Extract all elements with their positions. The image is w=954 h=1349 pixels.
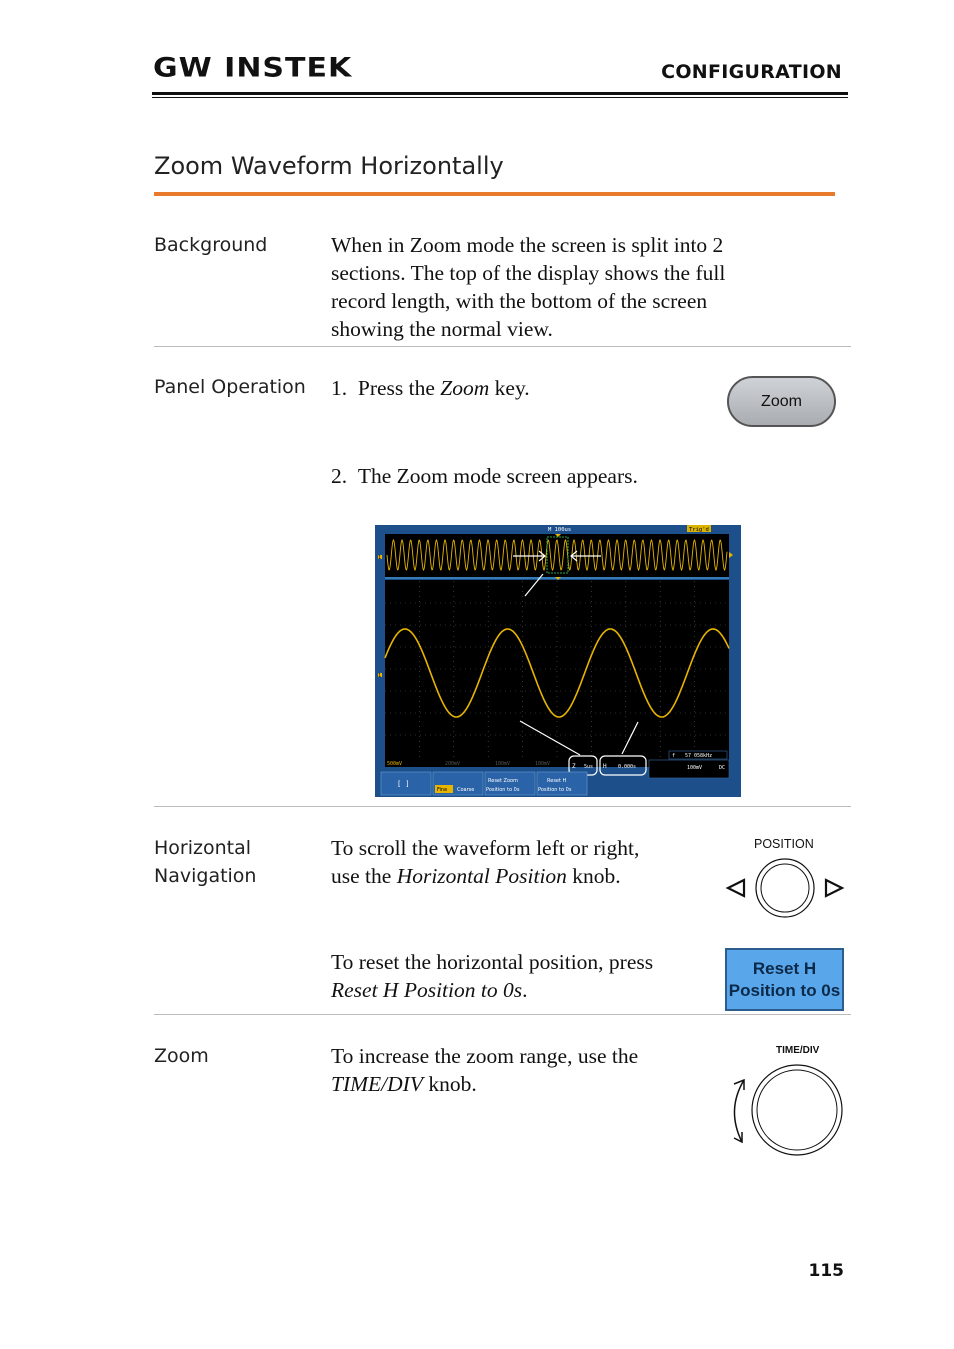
panel-operation-label: Panel Operation	[154, 376, 306, 398]
ch1-label-main: 1	[378, 673, 382, 679]
background-line-2: sections. The top of the display shows the full	[331, 261, 726, 285]
horizontal-label-line-2: Navigation	[154, 865, 257, 887]
horizontal-p2-post: .	[522, 978, 528, 1002]
trig-status: Trig'd	[689, 527, 709, 533]
ch1-label-top: 1	[378, 555, 382, 561]
gw-instek-logo: GW INSTEK	[153, 52, 353, 84]
zoom-paragraph	[331, 1042, 638, 1098]
position-value: 0.000s	[618, 764, 637, 770]
position-knob-label: POSITION	[754, 837, 814, 851]
step-2-text: The Zoom mode screen appears.	[357, 464, 638, 488]
step-1-pre: Press the	[357, 376, 441, 400]
zoom-key[interactable]: Zoom	[727, 376, 836, 427]
menu-item-3-line2: Position to 0s	[486, 787, 520, 793]
horizontal-paragraph-2	[331, 948, 653, 1004]
position-knob[interactable]	[724, 856, 846, 920]
menu-item-coarse: Coarse	[457, 787, 475, 793]
timediv-knob-label: TIME/DIV	[776, 1045, 820, 1056]
zoom-line1: To increase the zoom range, use the	[331, 1044, 639, 1068]
zoom-timebase-label: Z	[572, 763, 576, 770]
horizontal-p1-pre: use the	[331, 864, 397, 888]
background-label: Background	[154, 234, 268, 256]
step-2	[331, 462, 638, 490]
header-rule	[152, 92, 848, 95]
background-text	[331, 231, 725, 343]
horizontal-p2-italic: Reset H Position to 0s	[331, 978, 523, 1002]
freq-value: 57 058kHz	[685, 753, 713, 759]
ch3-scale: 100mV	[495, 761, 511, 767]
main-panel	[385, 580, 729, 766]
horizontal-navigation-label	[154, 834, 256, 890]
zoom-label: Zoom	[154, 1045, 209, 1067]
horizontal-p1-post: knob.	[566, 864, 621, 888]
background-line-3: record length, with the bottom of the screen	[331, 289, 708, 313]
coupling-label: DC	[719, 765, 726, 771]
horizontal-p2-line1: To reset the horizontal position, press	[331, 950, 654, 974]
step-1	[331, 374, 530, 402]
zoom-timebase-value: 5us	[584, 764, 594, 770]
ch4-scale: 100mV	[535, 761, 551, 767]
page-title: Zoom Waveform Horizontally	[154, 152, 504, 180]
step-1-key: Zoom	[440, 376, 490, 400]
horizontal-label-line-1: Horizontal	[154, 837, 252, 859]
reset-button-line-1: Reset H	[752, 958, 817, 978]
timediv-knob[interactable]	[724, 1062, 846, 1158]
page-number: 115	[808, 1261, 844, 1281]
position-label: H	[603, 763, 607, 770]
timediv-knob-inner	[757, 1070, 837, 1150]
reset-h-position-button[interactable]	[725, 948, 844, 1011]
menu-item-fine: Fine	[437, 787, 448, 793]
ch1-scale: 500mV	[387, 761, 403, 767]
position-right-arrow-icon	[826, 880, 842, 896]
trigger-level: 100mV	[687, 765, 703, 771]
zoom-post: knob.	[422, 1072, 477, 1096]
step-1-number: 1.	[331, 376, 348, 400]
title-underline	[154, 192, 835, 196]
position-knob-inner	[761, 864, 809, 912]
background-line-4: showing the normal view.	[331, 317, 553, 341]
menu-item-3-line1: Reset Zoom	[488, 778, 518, 784]
reset-button-line-2: Position to 0s	[728, 980, 841, 1000]
position-left-arrow-icon	[728, 880, 744, 896]
ch2-scale: 200mV	[445, 761, 461, 767]
step-1-post: key.	[489, 376, 530, 400]
scope-zoom-screen	[375, 525, 741, 797]
row-divider	[154, 1014, 851, 1015]
zoom-italic: TIME/DIV	[331, 1072, 423, 1096]
row-divider	[154, 806, 851, 807]
horizontal-paragraph-1	[331, 834, 639, 890]
header-rule-thin	[152, 97, 848, 98]
menu-item-4-line1: Reset H	[547, 778, 567, 784]
horizontal-p1-italic: Horizontal Position	[396, 864, 567, 888]
top-readout: M 100us	[548, 527, 572, 533]
step-2-number: 2.	[331, 464, 348, 488]
horizontal-p1-line1: To scroll the waveform left or right,	[331, 836, 640, 860]
background-line-1: When in Zoom mode the screen is split into 2	[331, 233, 724, 257]
row-divider	[154, 346, 851, 347]
section-header: CONFIGURATION	[661, 61, 842, 83]
menu-item-4-line2: Position to 0s	[538, 787, 572, 793]
menu-item-1-label: [ ]	[397, 780, 410, 788]
freq-label: f	[672, 753, 676, 759]
